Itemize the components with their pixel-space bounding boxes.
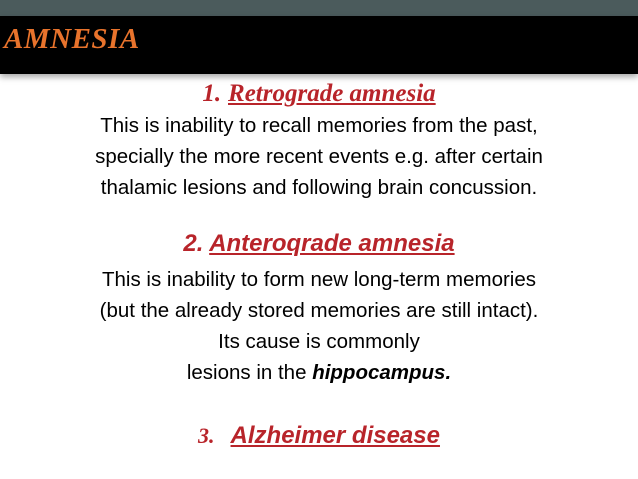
section-1-line-2: specially the more recent events e.g. after certain: [95, 145, 543, 168]
section-2-line-1: This is inability to form new long-term memories: [101, 268, 537, 291]
slide-title: AMNESIA: [4, 23, 140, 55]
section-1-line-1: This is inability to recall memories from the past,: [100, 114, 538, 137]
section-3-heading: [0, 420, 638, 452]
section-1-heading: [0, 78, 638, 109]
section-1-title: Retrograde amnesia: [228, 80, 436, 107]
section-1-number: 1.: [202, 80, 222, 107]
top-strip: [0, 0, 638, 16]
section-2-number: 2.: [183, 230, 204, 257]
section-2-line-2: (but the already stored memories are still intact).: [99, 299, 539, 322]
section-1-line-3: thalamic lesions and following brain concussion.: [100, 176, 538, 199]
hippocampus-emphasis: hippocampus.: [312, 361, 452, 384]
section-2-line-4: [0, 359, 638, 387]
section-2-line-4-prefix: lesions in the: [186, 361, 313, 384]
section-2-line-3: Its cause is commonly: [218, 330, 420, 353]
section-3-title: Alzheimer disease: [230, 422, 440, 449]
section-3-number: 3.: [198, 423, 215, 448]
section-2-title: Anteroqrade amnesia: [209, 230, 455, 257]
section-2-heading: [0, 229, 638, 259]
